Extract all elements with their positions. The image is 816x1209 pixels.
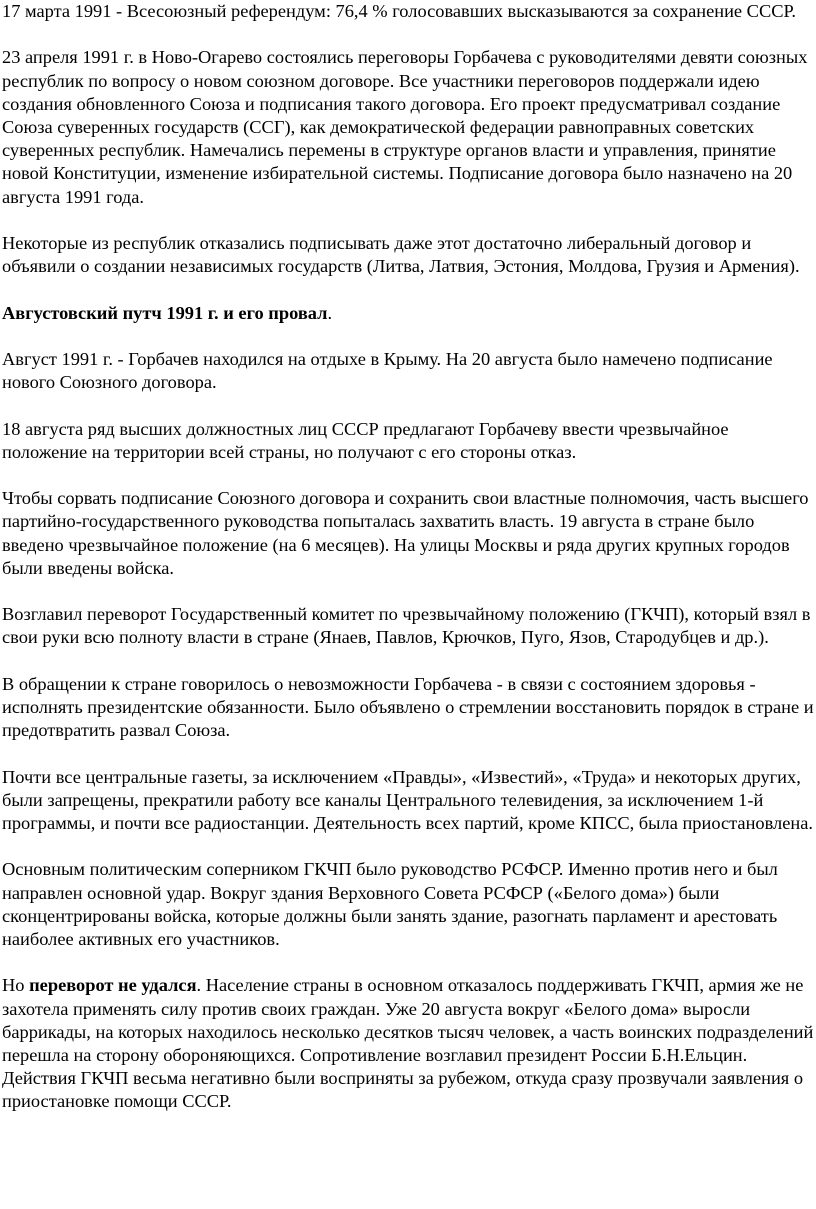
- paragraph-text: В обращении к стране говорилось о невозможности Горбачева - в связи с состоянием здоровья - исполнять президентские обязанности. Было объявлено о стремлении восстановить порядок в стране и предотвратить развал Союза.: [2, 673, 814, 741]
- paragraph: [2, 858, 816, 951]
- bold-text: Августовский путч 1991 г. и его провал: [2, 302, 328, 323]
- document-body: [2, 0, 816, 1114]
- paragraph-text: .: [327, 302, 333, 323]
- paragraph-text: 23 апреля 1991 г. в Ново-Огарево состоялись переговоры Горбачева с руководителями девяти союзных республик по вопросу о новом союзном договоре. Все участники переговоров поддержали идею создания обновленного Союза и подписания такого договора. Его проект предусматривал создание Союза суверенных государств (ССГ), как демократической федерации равноправных советских суверенных республик. Намечались перемены в структуре органов власти и управления, принятие новой Конституции, изменение избирательной системы. Подписание договора было назначено на 20 августа 1991 года.: [2, 47, 808, 207]
- paragraph-text: Но: [2, 975, 30, 996]
- paragraph: [2, 487, 816, 580]
- paragraph-text: Основным политическим соперником ГКЧП было руководство РСФСР. Именно против него и был направлен основной удар. Вокруг здания Верховного Совета РСФСР («Белого дома») были сконцентрированы войска, которые должны были занять здание, разогнать парламент и арестовать наиболее активных его участников.: [2, 859, 778, 949]
- paragraph-text: 18 августа ряд высших должностных лиц СССР предлагают Горбачеву ввести чрезвычайное положение на территории всей страны, но получают с его стороны отказ.: [2, 418, 729, 462]
- paragraph: [2, 0, 816, 23]
- paragraph: [2, 232, 816, 278]
- paragraph: [2, 302, 816, 325]
- paragraph-text: 17 марта 1991 - Всесоюзный референдум: 76,4 % голосовавших высказываются за сохранение СССР.: [2, 1, 797, 21]
- paragraph: [2, 46, 816, 208]
- paragraph: [2, 348, 816, 394]
- paragraph-text: Возглавил переворот Государственный комитет по чрезвычайному положению (ГКЧП), который взял в свои руки всю полноту власти в стране (Янаев, Павлов, Крючков, Пуго, Язов, Стародубцев и др.).: [2, 604, 811, 648]
- paragraph: [2, 673, 816, 743]
- paragraph: [2, 418, 816, 464]
- paragraph-text: Чтобы сорвать подписание Союзного договора и сохранить свои властные полномочия, часть высшего партийно-государственного руководства попыталась захватить власть. 19 августа в стране было введено чрезвычайное положение (на 6 месяцев). На улицы Москвы и ряда других крупных городов были введены войска.: [2, 488, 809, 578]
- paragraph-text: Август 1991 г. - Горбачев находился на отдыхе в Крыму. На 20 августа было намечено подписание нового Союзного договора.: [2, 348, 773, 393]
- bold-text: переворот не удался: [29, 975, 197, 996]
- paragraph: [2, 766, 816, 836]
- paragraph-text: . Население страны в основном отказалось поддерживать ГКЧП, армия же не захотела применять силу против своих граждан. Уже 20 августа вокруг «Белого дома» выросли баррикады, на которых находилось несколько десятков тысяч человек, а часть воинских подразделений перешла на сторону обороняющихся. Сопротивление возглавил президент России Б.Н.Ельцин. Действия ГКЧП весьма негативно были восприняты за рубежом, откуда сразу прозвучали заявления о приостановке помощи СССР.: [2, 975, 814, 1112]
- paragraph: [2, 974, 816, 1113]
- paragraph-text: Почти все центральные газеты, за исключением «Правды», «Известий», «Труда» и некоторых других, были запрещены, прекратили работу все каналы Центрального телевидения, за исключением 1-й программы, и почти все радиостанции. Деятельность всех партий, кроме КПСС, была приостановлена.: [2, 766, 813, 833]
- paragraph: [2, 603, 816, 649]
- paragraph-text: Некоторые из республик отказались подписывать даже этот достаточно либеральный договор и объявили о создании независимых государств (Литва, Латвия, Эстония, Молдова, Грузия и Армения).: [2, 233, 800, 277]
